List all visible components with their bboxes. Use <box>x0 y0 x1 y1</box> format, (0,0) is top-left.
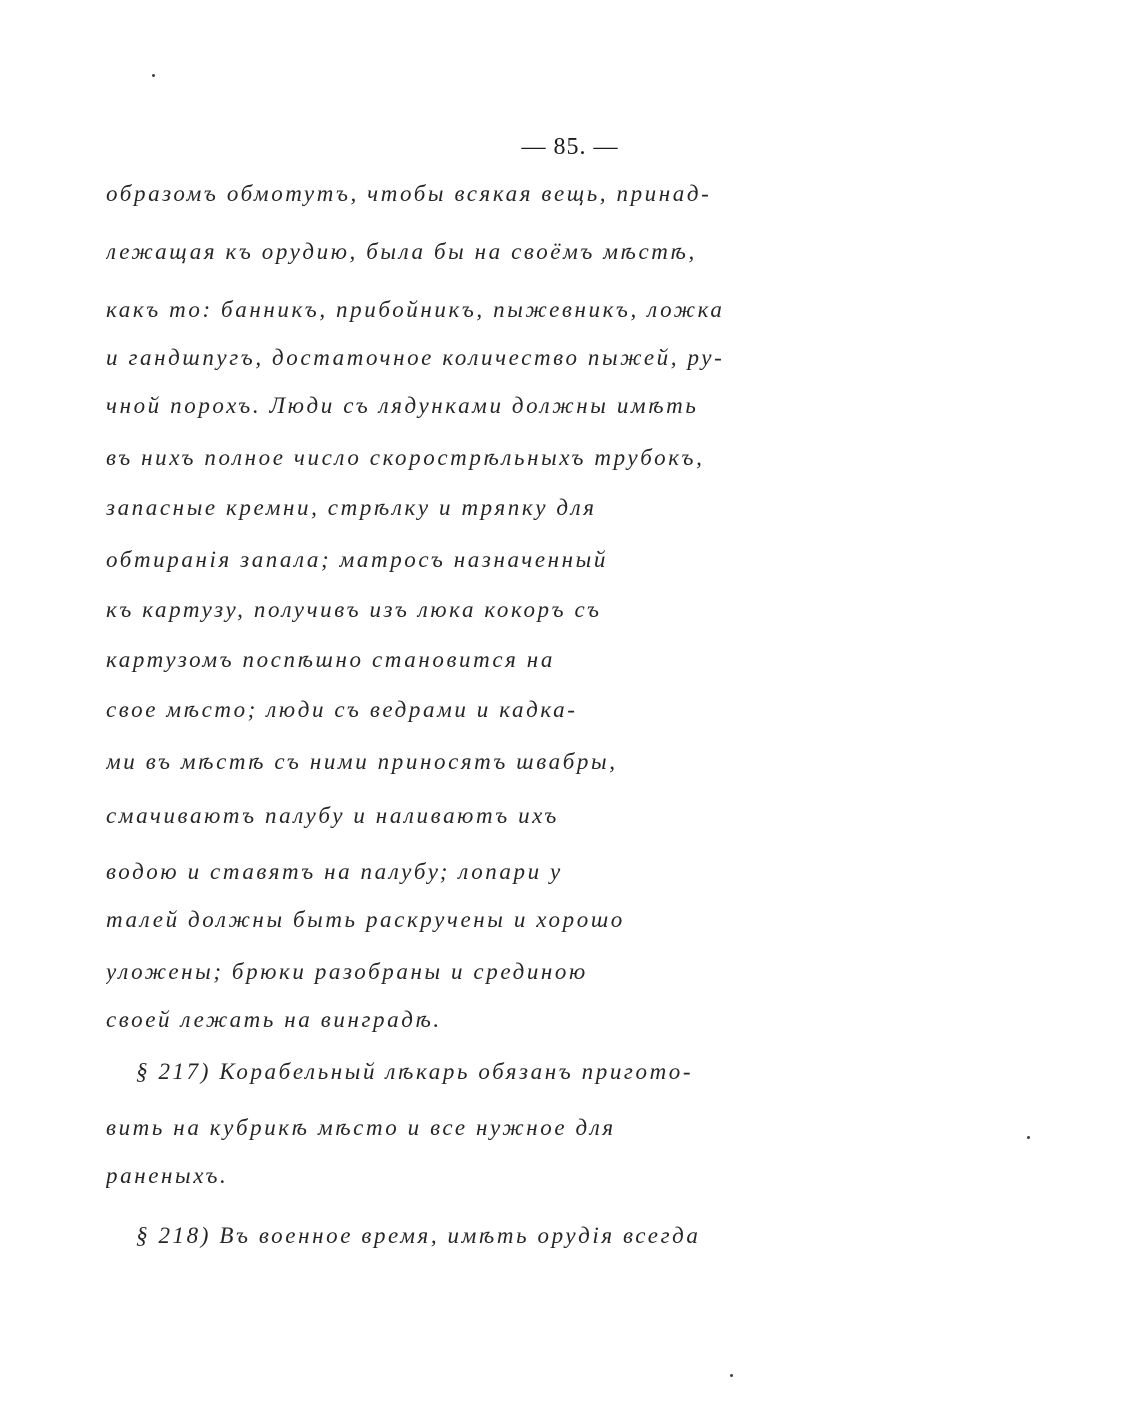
paragraph-218-line: § 218) Въ военное время, имѣть орудія всегда <box>136 1223 701 1248</box>
text-line: и гандшпугъ, достаточное количество пыжей, ру- <box>106 345 725 370</box>
text-line: картузомъ поспѣшно становится на <box>106 647 555 672</box>
text-line: чной порохъ. Люди съ лядунками должны имѣть <box>106 393 699 418</box>
text-line: раненыхъ. <box>106 1163 229 1188</box>
text-line: обтиранія запала; матросъ назначенный <box>106 547 608 572</box>
text-line: смачиваютъ палубу и наливаютъ ихъ <box>106 803 559 828</box>
text-line: талей должны быть раскручены и хорошо <box>106 907 625 932</box>
paragraph-217-line: § 217) Корабельный лѣкарь обязанъ пригото- <box>136 1059 694 1084</box>
text-line: водою и ставятъ на палубу; лопари у <box>106 859 563 884</box>
text-line: уложены; брюки разобраны и срединою <box>106 959 588 984</box>
page-number: — 85. — <box>521 134 619 160</box>
paper-speck <box>1027 1136 1030 1139</box>
paper-speck <box>730 1374 733 1377</box>
text-line: запасные кремни, стрѣлку и тряпку для <box>106 495 597 520</box>
text-line: образомъ обмотутъ, чтобы всякая вещь, принад- <box>106 181 712 206</box>
text-line: свое мѣсто; люди съ ведрами и кадка- <box>106 697 578 722</box>
text-line: какъ то: банникъ, прибойникъ, пыжевникъ, ложка <box>106 297 725 322</box>
text-line: въ нихъ полное число скорострѣльныхъ трубокъ, <box>106 445 705 470</box>
text-line: ми въ мѣстѣ съ ними приносятъ швабры, <box>106 749 618 774</box>
text-line: къ картузу, получивъ изъ люка кокоръ съ <box>106 597 602 622</box>
text-line: вить на кубрикѣ мѣсто и все нужное для <box>106 1115 616 1140</box>
text-line: лежащая къ орудию, была бы на своёмъ мѣстѣ, <box>106 239 697 264</box>
paper-speck <box>152 74 155 77</box>
text-line: своей лежать на винградѣ. <box>106 1007 442 1032</box>
